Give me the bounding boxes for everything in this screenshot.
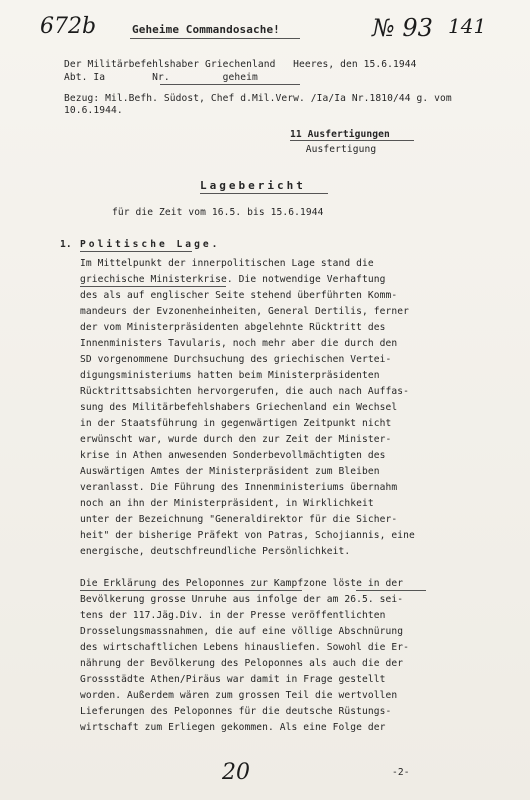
body-line: in der Staatsführung in gegenwärtigen Zeitpunkt nicht [80,418,392,429]
report-period: für die Zeit vom 16.5. bis 15.6.1944 [112,207,324,218]
body-line: Die Erklärung des Peloponnes zur Kampfzone löste in der [80,578,404,589]
handwritten-doc-number: № 93 [372,14,433,42]
body-line: digungsministeriums hatten beim Ministerpräsidenten [80,370,380,381]
reference: Bezug: Mil.Befh. Südost, Chef d.Mil.Verw. /Ia/Ia Nr.1810/44 g. vom 10.6.1944. [64,93,452,116]
section-heading: Politische Lage. [80,239,221,250]
classification-underline [130,38,300,39]
body-line: Lieferungen des Peloponnes für die deutsche Rüstungs- [80,706,392,717]
copies-underline [290,140,414,141]
body-line: Drosselungsmassnahmen, die auf eine völlige Abschnürung [80,626,404,637]
body-line: SD vorgenommene Durchsuchung des griechischen Vertei- [80,354,392,365]
page-marker: -2- [392,767,410,778]
body-line: Bevölkerung grosse Unruhe aus infolge der am 26.5. sei- [80,594,404,605]
copy-number: Ausfertigung [294,144,377,155]
body-line: unter der Bezeichnung "Generaldirektor für die Sicher- [80,514,398,525]
body-line: wirtschaft zum Erliegen gekommen. Als eine Folge der [80,722,386,733]
body-line: griechische Ministerkrise. Die notwendige Verhaftung [80,274,386,285]
body-line: Im Mittelpunkt der innerpolitischen Lage stand die [80,258,374,269]
handwritten-file-number: 672b [40,14,97,39]
body-line: Rücktrittsabsichten hervorgerufen, die auch nach Auffas- [80,386,410,397]
body-line: heit" der bisherige Präfekt von Patras, Schojiannis, eine [80,530,415,541]
body-line: Grossstädte Athen/Piräus war damit in Frage gestellt [80,674,386,685]
handwritten-bottom-number: 20 [222,760,250,785]
handwritten-page-count: 141 [448,14,487,38]
body-underline [80,286,226,287]
header-line-1: Der Militärbefehlshaber Griechenland Heeres, den 15.6.1944 [64,59,417,70]
body-line: mandeurs der Evzonenheinheiten, General Dertilis, ferner [80,306,410,317]
header-line-2: Abt. Ia Nr. geheim [64,72,258,83]
body-underline [356,590,426,591]
body-line: des wirtschaftlichen Lebens hinausliefen. Sowohl die Er- [80,642,410,653]
section-heading-underline [80,251,192,252]
body-line: Auswärtigen Amtes der Ministerpräsident zum Bleiben [80,466,380,477]
section-number: 1. [60,239,72,250]
header-underline [160,84,300,85]
report-title: Lagebericht [200,179,306,192]
body-line: energische, deutschfreundliche Persönlichkeit. [80,546,351,557]
body-line: nährung der Bevölkerung des Peloponnes als auch die der [80,658,404,669]
body-line: der vom Ministerpräsidenten abgelehnte Rücktritt des [80,322,386,333]
copies-count: 11 Ausfertigungen [290,129,390,140]
body-line: erwünscht war, wurde durch den zur Zeit der Minister- [80,434,392,445]
body-line: noch an ihn der Ministerpräsident, in Wirklichkeit [80,498,374,509]
body-line: krise in Athen anwesenden Sonderbevollmächtigten des [80,450,386,461]
body-line: des als auf englischer Seite stehend überführten Komm- [80,290,398,301]
body-line: Innenministers Tavularis, noch mehr aber die durch den [80,338,398,349]
body-line: veranlasst. Die Führung des Innenministeriums übernahm [80,482,398,493]
classification-label: Geheime Commandosache! [132,23,280,36]
title-underline [200,193,328,194]
body-line: sung des Militärbefehlshabers Griechenland ein Wechsel [80,402,398,413]
body-line: worden. Außerdem wären zum grossen Teil die wertvollen [80,690,398,701]
body-line: tens der 117.Jäg.Div. in der Presse veröffentlichten [80,610,386,621]
body-underline [80,590,302,591]
